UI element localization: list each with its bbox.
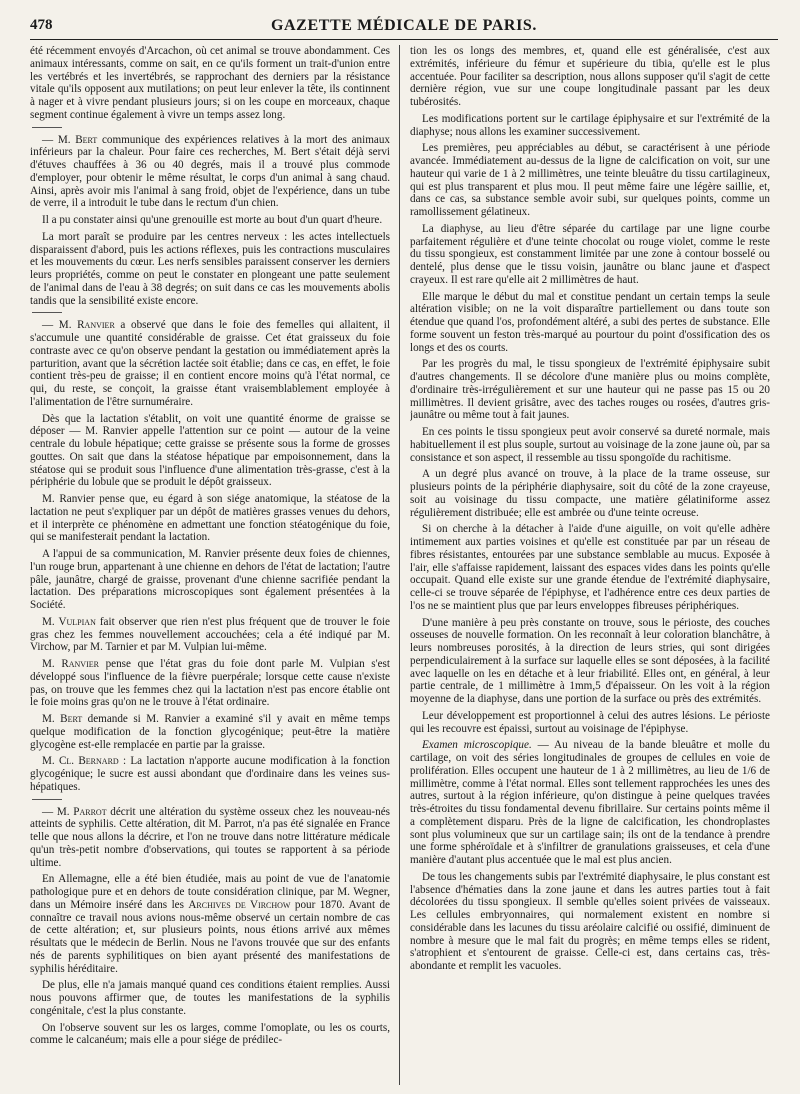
- speaker-name: M. Bert: [57, 133, 98, 146]
- page-title: GAZETTE MÉDICALE DE PARIS.: [270, 17, 537, 34]
- paragraph: De tous les changements subis par l'extrémité diaphysaire, le plus constant est l'absence d'hématies dans la zone jaune et dans les autres parties tout à fait décolorées du tissu spongieux. Il semble qu'elles soient privées de vaisseaux. Les cellules embryonnaires, qui normalement existent en nombre si considérable dans les lacunes du tissu aréolaire calcifié ou ossifié, diminuent de nombre à mesure que le mal fait du progrès; en même temps elles se rident, s'atrophient et s'entourent de graisse. Celle-ci est, dans certains cas, très-abondante et remplit les vacuoles.: [410, 870, 770, 972]
- left-column: [30, 45, 390, 1085]
- paragraph: La diaphyse, au lieu d'être séparée du cartilage par une ligne courbe parfaitement régulière et d'une teinte chocolat ou rouge violet, comme le reste du tissu spongieux, est constamment limitée par une zone à contour bosselé ou dentelé, plus dense que le tissu voisin, jaunâtre ou blanc jaune et d'aspect crayeux. Il est rare qu'elle ait 2 millimètres de haut.: [410, 222, 770, 286]
- speaker-name: M. Vulpian: [42, 615, 96, 628]
- paragraph-text: En Allemagne, elle a été bien étudiée, mais au point de vue de l'anatomie pathologique pure et en dehors de toute considération clinique, par M. Wegner, dans un Mémoire inséré dans les: [30, 873, 390, 911]
- paragraph: Il a pu constater ainsi qu'une grenouille est morte au bout d'un quart d'heure.: [42, 214, 383, 226]
- paragraph-text: demande si M. Ranvier a examiné s'il y avait en même temps quelque modification de la fonction glycogénique; peut-être la matière glycogène est-elle remplacée en partie par la graisse.: [30, 713, 390, 751]
- paragraph: Leur développement est proportionnel à celui des autres lésions. Le périoste qui les recouvre est épaissi, surtout au voisinage de l'épiphyse.: [410, 709, 770, 735]
- paragraph: — M. Ranvier a observé que dans le foie des femelles qui allaitent, il s'accumule une quantité considérable de graisse. Cet état graisseux du foie contraste avec ce qu'on observe pendant la gestation ou immédiatement après la parturition, avant que la sécrétion lactée soit établie; dans ce cas, en effet, le foie contient très-peu de graisse; il en contient encore moins qu'à l'état normal, ce qui, du reste, se conçoit, la graisse étant vraisemblablement employée à l'alimentation de l'être surnuméraire.: [30, 319, 390, 408]
- section-separator: [32, 799, 62, 800]
- paragraph: [30, 658, 390, 709]
- page-header: [30, 14, 778, 38]
- speaker-name: M. Bert: [42, 713, 83, 725]
- paragraph: Elle marque le début du mal et constitue pendant un certain temps la seule altération visible; on ne la voit disparaître partiellement ou dans toute son étendue que quand l'os, profondément altéré, a subi des pertes de substance. Elle forme souvent un feston très-marqué au pourtour du point d'ossification des os longs et des os courts.: [410, 290, 770, 354]
- paragraph-text: — Au niveau de la bande bleuâtre et molle du cartilage, on voit des séries longitudinales de groupes de cellules en voie de prolifération. Elles occupent une hauteur de 1 à 2 millimètres, au lieu de 1/6 de millimètre, comme à l'état normal. Elles sont tellement rapprochées les unes des autres, surtout à la région inférieure, qu'on distingue à peine quelques travées très-étroites du tissu fondamental devenu fibrillaire. Sur certains points même il a complètement disparu. Près de la ligne de calcification, les chondroplastes sont plus volumineux que sur un cartilage sain; ils ont de la tendance à prendre une forme sphéroïdale et à s'infiltrer de granulations graisseuses, et cela d'une manière d'autant plus accentuée que le mal est plus ancien.: [410, 739, 770, 866]
- paragraph: Si on cherche à la détacher à l'aide d'une aiguille, on voit qu'elle adhère intimement aux parties voisines et qu'elle est constituée par par un réseau de fibres résistantes, entourées par une substance semblable au mucus. Exposée à l'air, elle s'affaisse rapidement, laissant des espaces vides dans les points qu'elle occupait. Quand elle existe sur une grande étendue de l'extrémité diaphysaire, celle-ci se trouve séparée de l'épiphyse, et l'adhérence entre ces deux parties de l'os ne se maintient plus que par leurs enveloppes fibreuses périphériques.: [410, 523, 770, 612]
- speaker-name: M. Parrot: [56, 805, 107, 818]
- paragraph: [410, 739, 770, 867]
- paragraph: été récemment envoyés d'Arcachon, où cet animal se trouve abondamment. Ces animaux intéressants, comme on sait, en ce qu'ils forment un trait-d'union entre les vertébrés et les invertébrés, se rapprochant des derniers par la résistance vitale qu'ils opposent aux mutilations; on peut leur enlever la tête, ils continnent à nager et à vivre pendant plusieurs jours; si on les coupe en morceaux, chaque segment continue également à vivre un temps assez long.: [30, 45, 390, 121]
- paragraph: A un degré plus avancé on trouve, à la place de la trame osseuse, sur plusieurs points de la périphérie diaphysaire, soit du côté de la zone crayeuse, soit au voisinage du tissu compacte, une matière gélatiniforme assez régulièrement distribuée; elle est ambrée ou d'une teinte ocreuse.: [410, 468, 770, 519]
- column-divider: [399, 45, 400, 1085]
- speaker-name: M. Ranvier: [58, 319, 115, 332]
- paragraph: D'une manière à peu près constante on trouve, sous le périoste, des couches osseuses de nouvelle formation. On les reconnaît à leur coloration blanchâtre, à leurs nombreuses porosités, à la direction de leurs stries, qui sont dirigées perpendiculairement à la surface sur laquelle elles se sont déposées, à la facilité avec laquelle on les en détache et à leur friabilité. Elles ont, en général, à leur partie centrale, de 1 millimètre à 1mm,5 d'épaisseur. On les voit à la région moyenne de la diaphyse, dans une portion de la surface ou près des extrémités.: [410, 616, 770, 705]
- paragraph: La mort paraît se produire par les centres nerveux : les actes intellectuels disparaissent d'abord, puis les actions réflexes, puis les contractions musculaires et les mouvements du cœur. Les nerfs sensibles paraissent conserver les derniers leurs propriétés, comme on peut le constater en plongeant une patte seulement de l'animal dans de l'eau à 38 degrés; on suit dans ce cas les mouvements abolis tandis que la sensibilité existe encore.: [30, 230, 390, 307]
- journal-reference: Archives de Virchow: [188, 898, 291, 911]
- speaker-name: M. Cl. Bernard: [42, 755, 119, 768]
- paragraph: Dès que la lactation s'établit, on voit une quantité énorme de graisse se déposer — M. Ranvier appelle l'attention sur ce point — autour de la veine centrale du lobule hépatique; cette graisse se présente sous la forme de grosses gouttes. On sait que dans la stéatose hépatique par empoisonnement, dans la stéatose qui se produit sous l'influence d'une alimentation très-grasse, c'est à la périphérie du lobule que se produit le dépôt graisseux.: [30, 412, 390, 489]
- paragraph: tion les os longs des membres, et, quand elle est généralisée, c'est aux extrémités, inférieure du fémur et supérieure du tibia, qu'elle est le plus accentuée. Pour faciliter sa description, nous allons supposer qu'il s'agit de cette dernière région, vue sur une coupe longitudinale passant par les deux tubérosités.: [410, 45, 770, 108]
- paragraph-text: pense que l'état gras du foie dont parle M. Vulpian s'est développé sous l'influence de la fièvre puerpérale; lorsque cette cause n'existe pas, on trouve que les femmes chez qui la lactation n'est pas encore établie ont le foie moins gras qu'on ne le trouve à l'état ordinaire.: [30, 658, 390, 709]
- paragraph: [30, 713, 390, 751]
- paragraph: M. Ranvier pense que, eu égard à son siége anatomique, la stéatose de la lactation ne peut s'expliquer par un dépôt de matières grasses venues du dehors, et il interprète ce phénomène en admettant une fonction stéatogénique du foie, qui se manifesterait pendant la lactation.: [30, 493, 390, 544]
- paragraph: Les premières, peu appréciables au début, se caractérisent à une période avancée. Immédiatement au-dessus de la ligne de calcification on voit, sur une hauteur qui varie de 1 à 2 millimètres, une teinte bleuâtre du tissu cartilagineux, qui est plus transparent et plus mou. Il peut même faire une légère saillie, et, dans ce cas, sa substance semble avoir subi, sur quelques points, comme un ramollissement gélatineux.: [410, 142, 770, 218]
- paragraph: — M. Bert communique des expériences relatives à la mort des animaux inférieurs par la chaleur. Pour faire ces recherches, M. Bert s'était déjà servi d'étuves chauffées à 36 ou 40 degrés, mais il a trouvé plus commode d'employer, pour obtenir le même résultat, le corps d'un animal à sang chaud. Ainsi, après avoir mis l'animal à sang froid, objet de l'expérience, dans un tube de verre, il a introduit le tube dans le rectum d'un chien.: [30, 133, 390, 210]
- paragraph-text: pour 1870. Avant de connaître ce travail nous avions nous-même observé un certain nombre de cas de cette altération; et, sur plusieurs points, nous étions arrivé aux mêmes résultats que le médecin de Berlin. Nous ne l'avons trouvée que sur des enfants nés de parents syphilitiques on bien ayant présenté des manifestations de syphilis héréditaire.: [30, 898, 390, 975]
- paragraph: [30, 616, 390, 654]
- speaker-name: M. Ranvier: [42, 658, 99, 670]
- paragraph: [30, 873, 390, 975]
- paragraph-text: décrit une altération du système osseux chez les nouveau-nés atteints de syphilis. Cette altération, dit M. Parrot, n'a pas été signalée en France telle que nous allons la décrire, et l'on ne trouve dans notre littérature médicale qu'un très-petit nombre d'observations, qui toutes se rapportent à sa période ultime.: [30, 805, 390, 869]
- paragraph-text: : La lactation n'apporte aucune modification à la fonction glycogénique; le sucre est aussi abondant que d'ordinaire dans les veines sus-hépatiques.: [30, 755, 390, 793]
- paragraph-text: fait observer que rien n'est plus fréquent que de trouver le foie gras chez les femmes nouvellement accouchées; cela a été indiqué par M. Virchow, par M. Tarnier et par M. Vulpian lui-même.: [30, 615, 390, 654]
- right-column: [410, 45, 770, 1085]
- paragraph: [30, 755, 390, 793]
- header-rule: [30, 39, 778, 40]
- paragraph-text: communique des expériences relatives à la mort des animaux inférieurs par la chaleur. Pour faire ces recherches, M. Bert s'était déjà servi d'étuves chauffées à 36 ou 40 degrés, mais il a trouvé plus commode d'employer, pour obtenir le même résultat, le corps d'un animal à sang chaud. Ainsi, après avoir mis l'animal à sang froid, objet de l'expérience, dans un tube de verre, il a introduit le tube dans le rectum d'un chien.: [30, 133, 390, 210]
- paragraph: Les modifications portent sur le cartilage épiphysaire et sur l'extrémité de la diaphyse; nous allons les examiner successivement.: [410, 112, 770, 138]
- paragraph: En ces points le tissu spongieux peut avoir conservé sa dureté normale, mais habituellement il est plus souple, surtout au voisinage de la zone jaune où, par sa consistance et son aspect, il ressemble au tissu spongoïde du rachitisme.: [410, 426, 770, 464]
- page-number: 478: [30, 17, 53, 33]
- paragraph: De plus, elle n'a jamais manqué quand ces conditions étaient remplies. Aussi nous pouvons affirmer que, de toutes les manifestations de la syphilis congénitale, c'est la plus constante.: [30, 979, 390, 1017]
- paragraph: A l'appui de sa communication, M. Ranvier présente deux foies de chiennes, l'un rouge brun, appartenant à une chienne en dehors de l'état de lactation; l'autre pâle, jaunâtre, chargé de graisse, provenant d'une chienne sacrifiée pendant la lactation. Des préparations microscopiques sont également présentées à la Société.: [30, 548, 390, 611]
- section-separator: [32, 312, 62, 313]
- paragraph: On l'observe souvent sur les os larges, comme l'omoplate, ou les os courts, comme le calcanéum; mais elle a pour siége de prédilec-: [30, 1021, 390, 1047]
- section-separator: [32, 127, 62, 128]
- paragraph: — M. Parrot décrit une altération du système osseux chez les nouveau-nés atteints de syphilis. Cette altération, dit M. Parrot, n'a pas été signalée en France telle que nous allons la décrire, et l'on ne trouve dans notre littérature médicale qu'un très-petit nombre d'observations, qui toutes se rapportent à sa période ultime.: [30, 805, 390, 869]
- paragraph-text: a observé que dans le foie des femelles qui allaitent, il s'accumule une quantité considérable de graisse. Cet état graisseux du foie contraste avec ce qu'on observe pendant la gestation ou immédiatement après la parturition, avant que la sécrétion lactée soit établie; dans ce cas, en effet, le foie contient très-peu de graisse; il en contient encore moins qu'à l'état normal, ce qui, du reste, se conçoit, la graisse étant vraisemblablement employée à l'alimentation de l'être surnuméraire.: [30, 319, 390, 408]
- paragraph: Par les progrès du mal, le tissu spongieux de l'extrémité épiphysaire subit d'autres changements. Il se décolore d'une manière plus ou moins complète, d'ordinaire très-irrégulièrement et sur une hauteur qui ne passe pas 15 ou 20 millimètres. Il devient grisâtre, avec des taches rouges ou rosées, d'autres gris-jaunâtre ou même tout à fait jaunes.: [410, 358, 770, 422]
- section-heading: Examen microscopique.: [422, 739, 532, 752]
